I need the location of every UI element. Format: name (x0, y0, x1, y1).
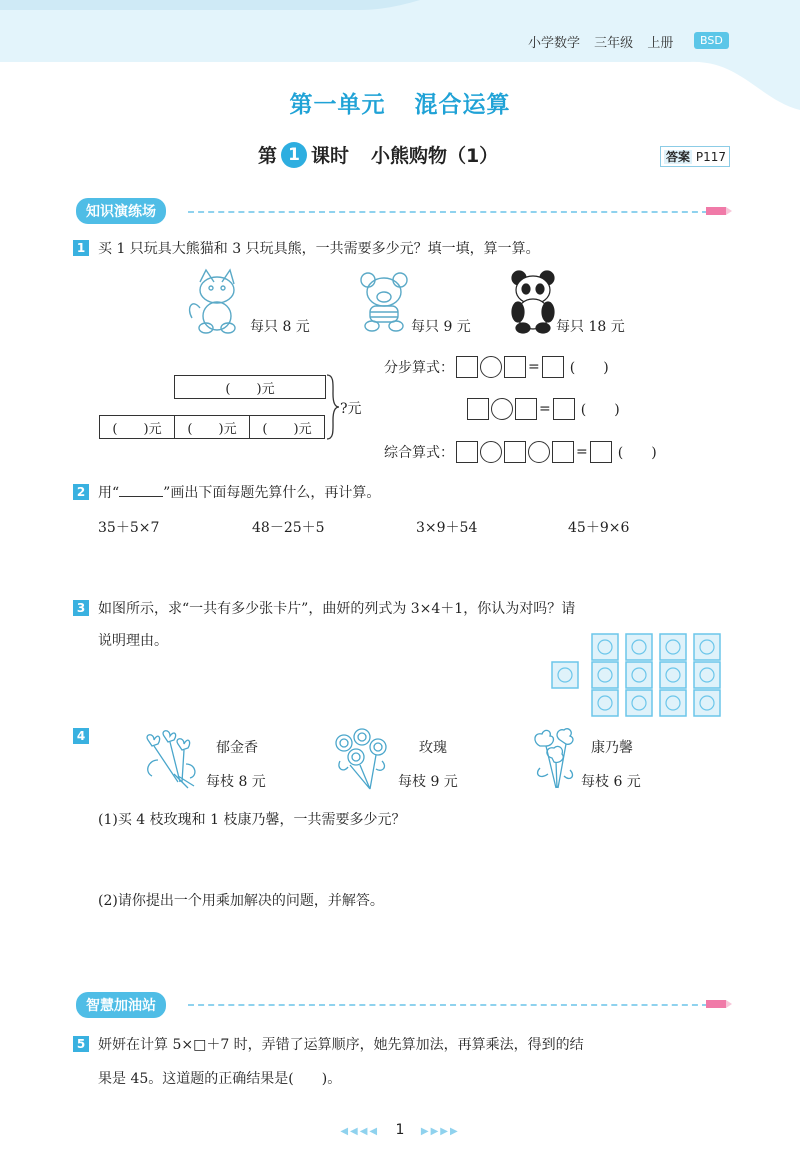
expression: 35＋5×7 (98, 520, 160, 536)
question-number: 2 (73, 484, 89, 500)
header-subject: 小学数学 (528, 36, 581, 51)
brace-icon (326, 374, 340, 440)
answer-square[interactable] (590, 441, 612, 463)
expression: 3×9＋54 (416, 520, 478, 536)
q2-text (98, 482, 380, 502)
answer-square[interactable] (515, 398, 537, 420)
underline-mark (119, 496, 163, 497)
q4-sub2: (2)请你提出一个用乘加解决的问题，并解答。 (98, 893, 384, 909)
bottom-bar-box: ( )元 (174, 415, 250, 439)
unit-paren: ( ) (569, 360, 609, 376)
toy-price: 每只 18 元 (556, 319, 625, 335)
q5-line1: 妍妍在计算 5×□＋7 时，弄错了运算顺序，她先算加法，再算乘法，得到的结 (98, 1037, 584, 1053)
lesson-name: 小熊购物（1） (371, 145, 499, 167)
pencil-icon (706, 998, 732, 1010)
operator-circle[interactable] (528, 441, 550, 463)
question-mark-label: ?元 (340, 401, 362, 417)
unit-paren: ( ) (617, 445, 657, 461)
left-arrows-icon: ◀◀◀◀ (340, 1126, 380, 1137)
operator-circle[interactable] (491, 398, 513, 420)
page-footer (0, 1122, 800, 1138)
pencil-icon (706, 205, 732, 217)
flower-price: 每枝 8 元 (206, 774, 266, 790)
header-badge: BSD (694, 32, 729, 49)
tulip-icon (138, 730, 202, 792)
header-volume: 上册 (647, 36, 674, 51)
answer-square[interactable] (552, 441, 574, 463)
carnation-icon (526, 728, 586, 794)
right-arrows-icon: ▶▶▶▶ (420, 1126, 460, 1137)
equals-sign: = (528, 359, 540, 375)
bottom-bar-box: ( )元 (249, 415, 325, 439)
answer-reference (660, 146, 730, 167)
flower-price: 每枝 6 元 (581, 774, 641, 790)
step-equation-2 (467, 398, 620, 420)
q2-text-post: ”画出下面每题先算什么，再计算。 (163, 485, 381, 501)
section-divider (188, 211, 708, 213)
card-grid-figure (550, 632, 730, 718)
combined-equation (384, 441, 657, 463)
answer-square[interactable] (504, 356, 526, 378)
q2-text-pre: 用“ (98, 485, 120, 501)
answer-label: 答案 (666, 150, 691, 164)
answer-square[interactable] (504, 441, 526, 463)
lesson-title (258, 141, 498, 168)
unit-paren: ( ) (580, 402, 620, 418)
flower-price: 每枝 9 元 (398, 774, 458, 790)
header-info (528, 32, 683, 51)
lesson-suffix: 课时 (311, 145, 350, 167)
unit-title (0, 86, 800, 119)
answer-page: P117 (695, 150, 726, 164)
step-label: 分步算式： (384, 360, 454, 376)
operator-circle[interactable] (480, 356, 502, 378)
bear-toy-icon (356, 270, 412, 332)
flower-name: 康乃馨 (591, 740, 633, 756)
fox-toy-icon (186, 268, 246, 334)
flower-name: 郁金香 (216, 740, 258, 756)
question-number: 1 (73, 240, 89, 256)
step-equation-1 (384, 356, 609, 378)
expression: 48－25＋5 (252, 520, 325, 536)
question-number: 3 (73, 600, 89, 616)
combined-label: 综合算式： (384, 445, 454, 461)
header-grade: 三年级 (594, 36, 634, 51)
panda-toy-icon (510, 270, 556, 334)
answer-square[interactable] (553, 398, 575, 420)
top-bar-box: ( )元 (174, 375, 326, 399)
lesson-number: 1 (281, 142, 307, 168)
q3-line2: 说明理由。 (98, 633, 168, 649)
rose-icon (330, 727, 396, 793)
question-number: 5 (73, 1036, 89, 1052)
answer-square[interactable] (542, 356, 564, 378)
section-wisdom-pill: 智慧加油站 (76, 992, 166, 1018)
question-number: 4 (73, 728, 89, 744)
q1-text: 买 1 只玩具大熊猫和 3 只玩具熊，一共需要多少元？填一填，算一算。 (98, 241, 540, 257)
answer-square[interactable] (467, 398, 489, 420)
q3-line1: 如图所示，求“一共有多少张卡片”，曲妍的列式为 3×4＋1，你认为对吗？请 (98, 601, 576, 617)
toy-price: 每只 8 元 (250, 319, 310, 335)
operator-circle[interactable] (480, 441, 502, 463)
answer-square[interactable] (456, 356, 478, 378)
answer-square[interactable] (456, 441, 478, 463)
unit-title-part2: 混合运算 (414, 92, 511, 118)
q5-line2: 果是 45。这道题的正确结果是( )。 (98, 1071, 342, 1087)
section-divider (188, 1004, 708, 1006)
expression: 45＋9×6 (568, 520, 630, 536)
bottom-bar-box: ( )元 (99, 415, 175, 439)
lesson-prefix: 第 (258, 145, 278, 167)
toy-price: 每只 9 元 (411, 319, 471, 335)
q4-sub1: (1)买 4 枝玫瑰和 1 枝康乃馨，一共需要多少元？ (98, 812, 406, 828)
equals-sign: = (576, 444, 588, 460)
unit-title-part1: 第一单元 (289, 92, 386, 118)
flower-name: 玫瑰 (419, 740, 447, 756)
equals-sign: = (539, 401, 551, 417)
page-number: 1 (395, 1122, 405, 1138)
section-practice-pill: 知识演练场 (76, 198, 166, 224)
